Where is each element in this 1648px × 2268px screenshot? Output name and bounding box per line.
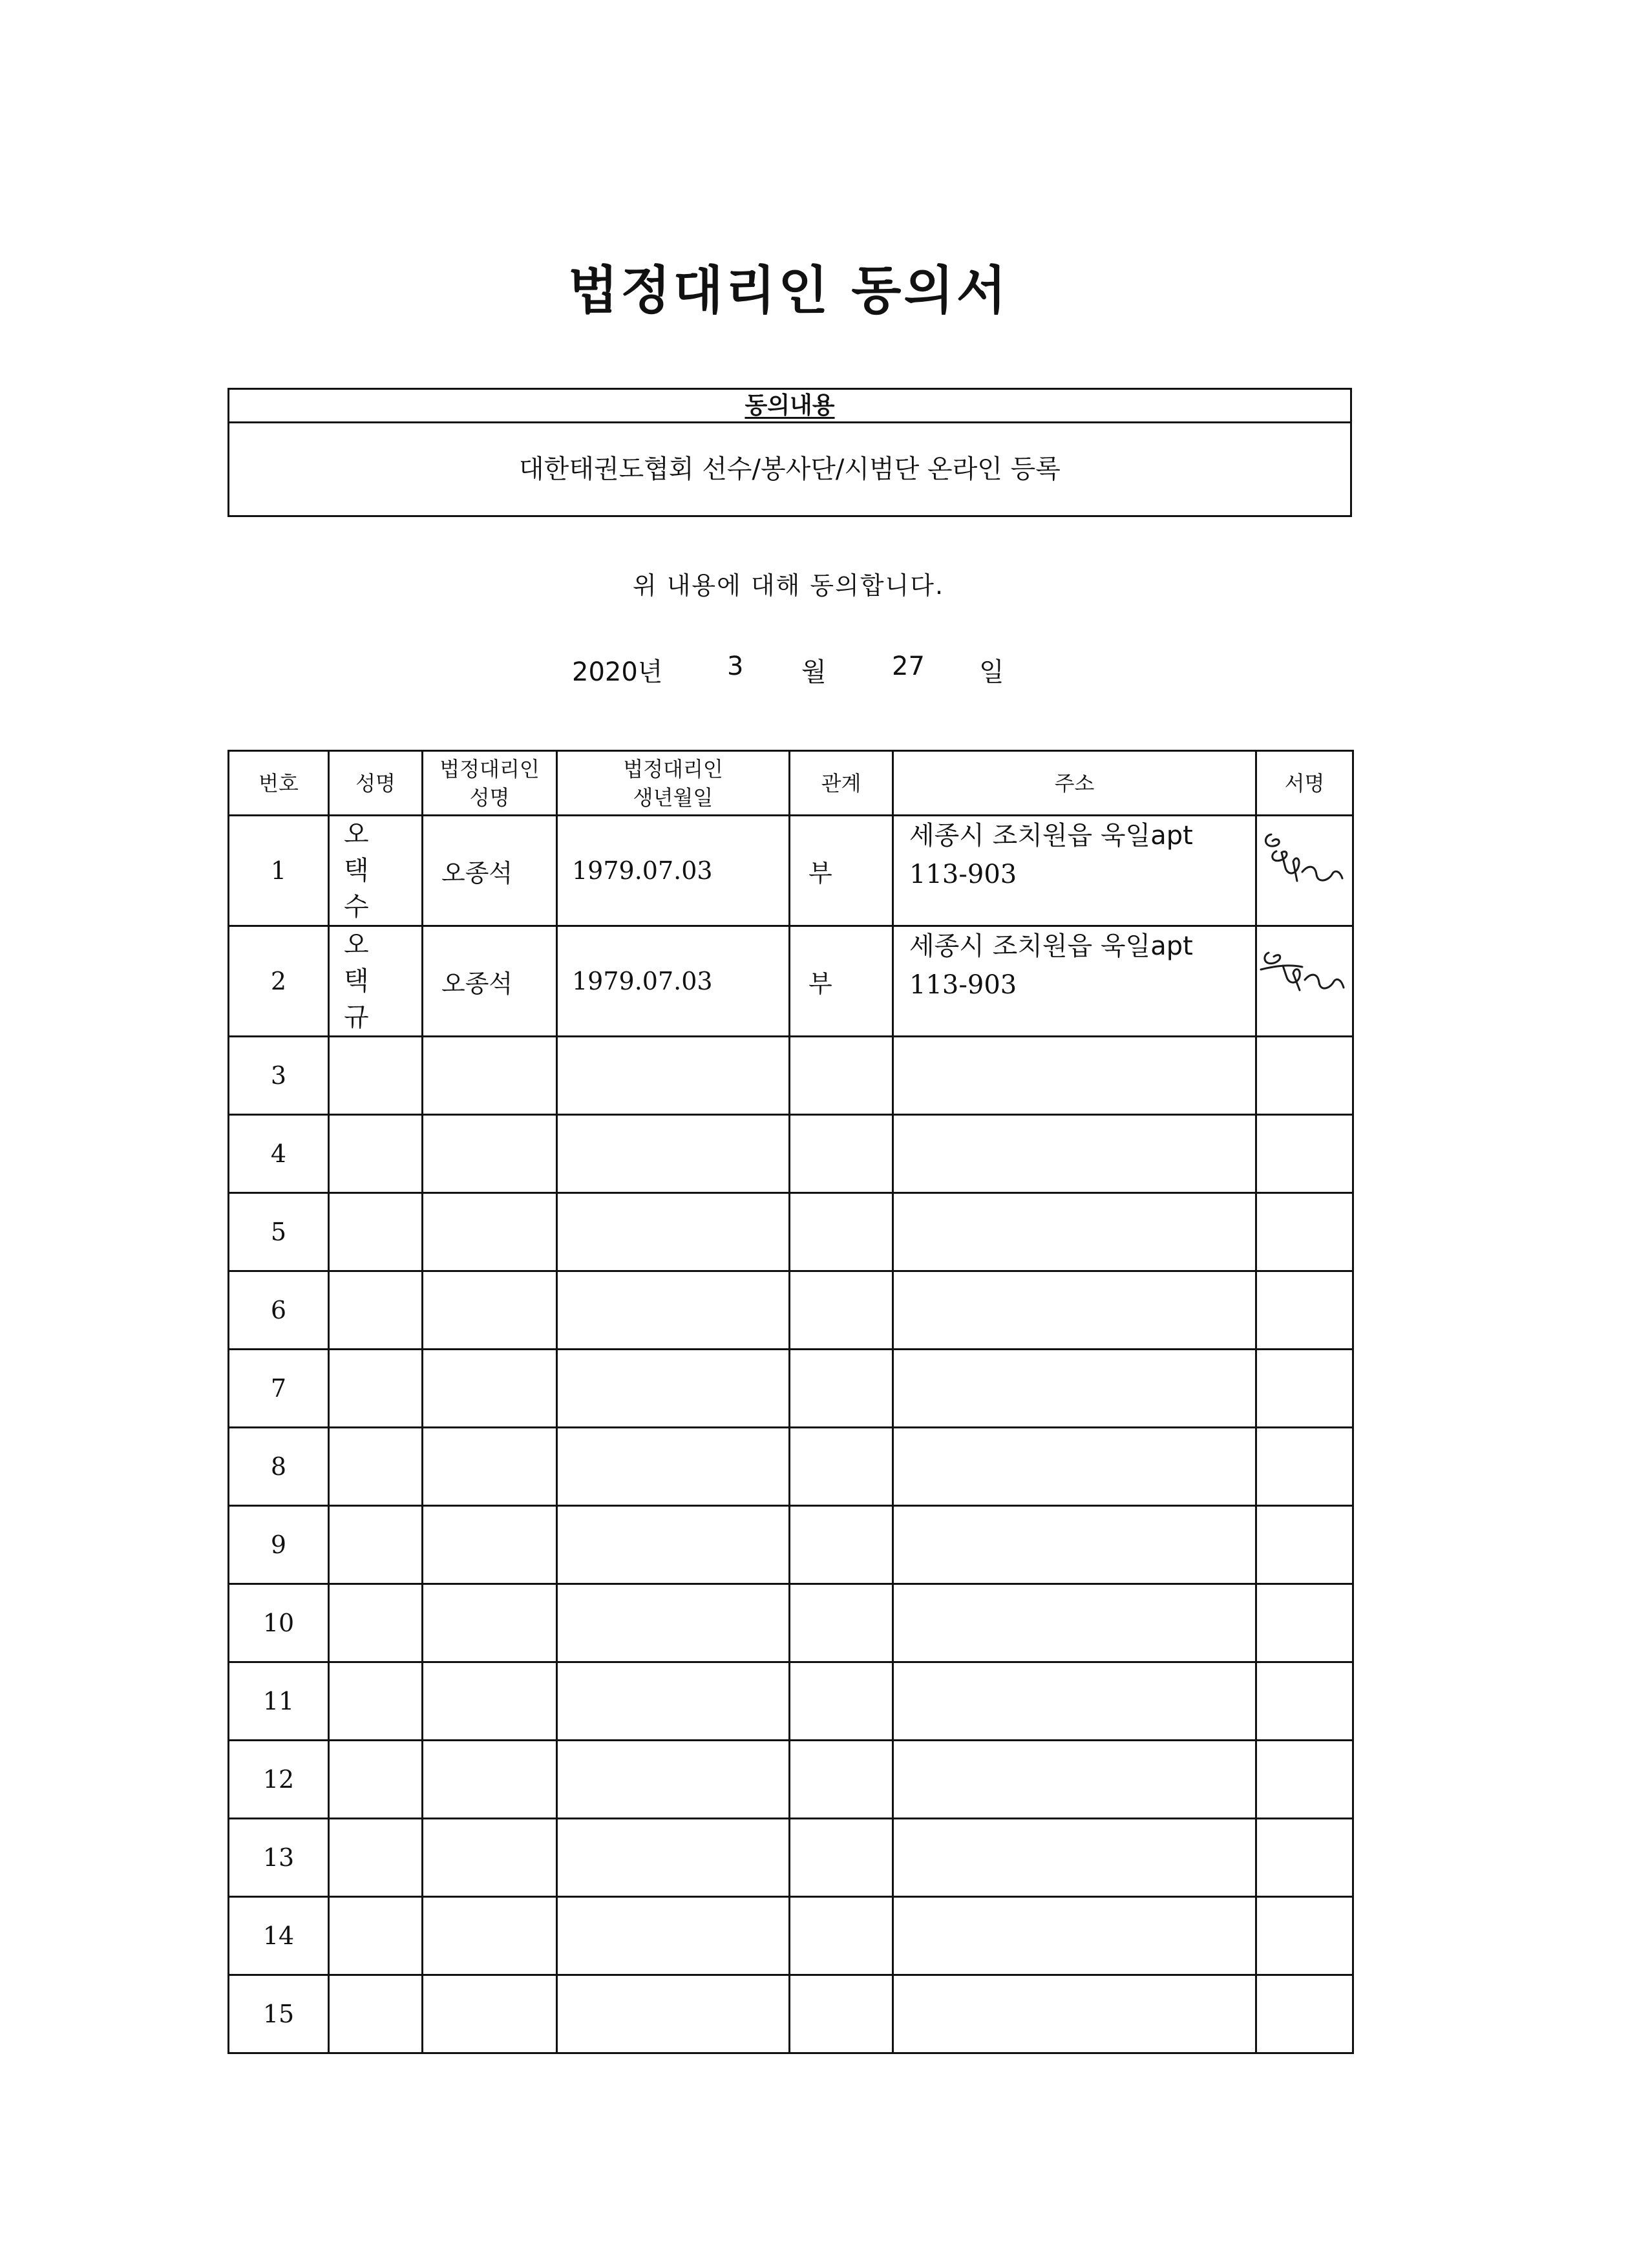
date-month: 3 [727,652,744,681]
signature-cell [1256,1584,1353,1662]
participant-name [329,1897,423,1975]
table-row [229,1662,1353,1741]
signature-cell [1256,1350,1353,1428]
guardian-birthdate [557,1271,790,1350]
row-number: 11 [229,1662,329,1741]
row-number: 2 [229,926,329,1037]
guardian-birthdate [557,1819,790,1897]
table-row [229,816,1353,926]
row-number: 12 [229,1741,329,1819]
signature-cell [1256,816,1353,926]
row-number: 9 [229,1506,329,1584]
participant-name [329,1271,423,1350]
participant-name: 오 택 규 [329,926,423,1037]
participant-name [329,1662,423,1741]
relation [790,1115,893,1193]
address [893,1819,1256,1897]
guardian-birthdate [557,1428,790,1506]
guardian-name [423,1350,557,1428]
guardian-name [423,1271,557,1350]
guardian-birthdate [557,1115,790,1193]
signature-cell [1256,1741,1353,1819]
relation [790,1428,893,1506]
guardian-birthdate [557,1193,790,1271]
signature-cell [1256,1115,1353,1193]
table-row [229,1350,1353,1428]
date-month-label: 월 [801,657,827,687]
signature-cell [1256,1428,1353,1506]
table-row [229,1037,1353,1115]
signature-cell [1256,1975,1353,2053]
guardian-birthdate [557,1662,790,1741]
address [893,1584,1256,1662]
guardian-birthdate [557,1037,790,1115]
relation [790,1193,893,1271]
relation [790,1037,893,1115]
table-row [229,1115,1353,1193]
signature-cell [1256,1271,1353,1350]
signature-cell [1256,926,1353,1037]
participant-name [329,1115,423,1193]
address [893,1662,1256,1741]
table-row [229,1271,1353,1350]
row-number: 5 [229,1193,329,1271]
guardian-roster-table [227,750,1354,2054]
row-number: 4 [229,1115,329,1193]
table-header-row [229,751,1353,816]
guardian-name [423,1428,557,1506]
table-row [229,1897,1353,1975]
row-number: 3 [229,1037,329,1115]
participant-name [329,1975,423,2053]
address [893,1428,1256,1506]
guardian-birthdate [557,1897,790,1975]
table-row [229,926,1353,1037]
header-signature: 서명 [1256,751,1353,816]
relation [790,1897,893,1975]
signature-cell [1256,1506,1353,1584]
guardian-birthdate [557,1741,790,1819]
participant-name [329,1428,423,1506]
address: 세종시 조치원읍 욱일apt 113-903 [893,816,1256,926]
header-no: 번호 [229,751,329,816]
table-row [229,1975,1353,2053]
table-row [229,1428,1353,1506]
participant-name [329,1819,423,1897]
header-relation: 관계 [790,751,893,816]
consent-content-header: 동의내용 [229,390,1350,423]
relation: 부 [790,926,893,1037]
address [893,1115,1256,1193]
signature-cell [1256,1662,1353,1741]
row-number: 13 [229,1819,329,1897]
consent-content-box [227,388,1352,517]
guardian-birthdate [557,1975,790,2053]
table-row [229,1819,1353,1897]
row-number: 10 [229,1584,329,1662]
relation [790,1271,893,1350]
guardian-name [423,1115,557,1193]
guardian-name [423,1741,557,1819]
header-guardian-name: 법정대리인 성명 [423,751,557,816]
relation [790,1741,893,1819]
row-number: 6 [229,1271,329,1350]
participant-name [329,1193,423,1271]
address [893,1897,1256,1975]
relation [790,1662,893,1741]
guardian-birthdate [557,1506,790,1584]
signature-cell [1256,1193,1353,1271]
relation [790,1975,893,2053]
header-name: 성명 [329,751,423,816]
date-day-label: 일 [979,657,1004,687]
row-number: 14 [229,1897,329,1975]
guardian-birthdate: 1979.07.03 [557,926,790,1037]
address [893,1975,1256,2053]
guardian-birthdate: 1979.07.03 [557,816,790,926]
signature-cell [1256,1819,1353,1897]
guardian-name [423,1819,557,1897]
address [893,1271,1256,1350]
table-row [229,1193,1353,1271]
address [893,1350,1256,1428]
row-number: 1 [229,816,329,926]
row-number: 7 [229,1350,329,1428]
participant-name [329,1350,423,1428]
address [893,1193,1256,1271]
consent-content-text: 대한태권도협회 선수/봉사단/시범단 온라인 등록 [519,454,1061,484]
signature-cell [1256,1897,1353,1975]
table-row [229,1741,1353,1819]
guardian-name [423,1193,557,1271]
address [893,1037,1256,1115]
guardian-birthdate [557,1584,790,1662]
address [893,1741,1256,1819]
header-address: 주소 [893,751,1256,816]
participant-name [329,1037,423,1115]
guardian-name: 오종석 [423,816,557,926]
handwritten-signature-2 [1257,927,1354,1005]
handwritten-signature-1 [1257,816,1354,895]
guardian-name [423,1897,557,1975]
relation [790,1350,893,1428]
guardian-name [423,1662,557,1741]
guardian-name [423,1975,557,2053]
row-number: 8 [229,1428,329,1506]
address [893,1506,1256,1584]
guardian-birthdate [557,1350,790,1428]
document-title: 법정대리인 동의서 [567,260,1009,321]
table-row [229,1584,1353,1662]
signature-cell [1256,1037,1353,1115]
address: 세종시 조치원읍 욱일apt 113-903 [893,926,1256,1037]
participant-name [329,1584,423,1662]
participant-name [329,1506,423,1584]
relation [790,1584,893,1662]
guardian-name [423,1037,557,1115]
participant-name: 오 택 수 [329,816,423,926]
row-number: 15 [229,1975,329,2053]
agreement-statement: 위 내용에 대해 동의합니다. [632,571,945,600]
header-guardian-birth: 법정대리인 생년월일 [557,751,790,816]
guardian-name [423,1506,557,1584]
guardian-name [423,1584,557,1662]
date-day: 27 [892,652,925,681]
relation [790,1506,893,1584]
relation [790,1819,893,1897]
date-year: 2020년 [572,657,663,687]
relation: 부 [790,816,893,926]
participant-name [329,1741,423,1819]
table-row [229,1506,1353,1584]
guardian-name: 오종석 [423,926,557,1037]
